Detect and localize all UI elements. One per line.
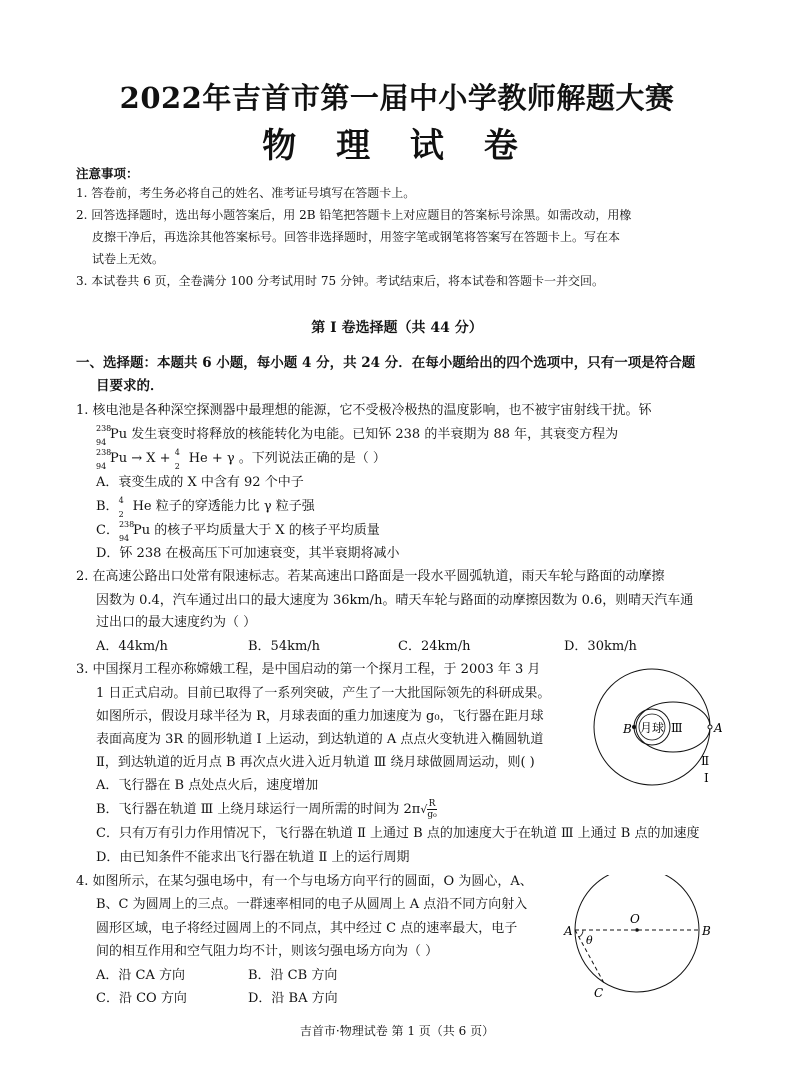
field-circle-diagram bbox=[560, 875, 720, 1000]
q3-stem-line4: 表面高度为 3R 的圆形轨道 Ⅰ 上运动，到达轨道的 A 点点火变轨进入椭圆轨道 bbox=[96, 732, 544, 747]
q1-option-d: D．钚 238 在极高压下可加速衰变，其半衰期将减小 bbox=[96, 546, 400, 561]
q3-option-c: C．只有万有引力作用情况下，飞行器在轨道 Ⅱ 上通过 B 点的加速度大于在轨道 Ⅲ 上通过 B 点的加速度 bbox=[96, 826, 700, 841]
label-a: A bbox=[714, 721, 723, 735]
center-point bbox=[635, 928, 639, 932]
q1-equation: 238 94 Pu → X + 4 2 He + γ 。下列说法正确的是（ ） bbox=[96, 448, 386, 471]
q1-option-c: C． 238 94 Pu 的核子平均质量大于 X 的核子平均质量 bbox=[96, 520, 380, 543]
q4-option-c: C．沿 CO 方向 bbox=[96, 991, 187, 1006]
q4-option-d: D．沿 BA 方向 bbox=[248, 991, 338, 1006]
label-c: C bbox=[594, 986, 604, 1000]
label-b: B bbox=[623, 722, 632, 736]
page-title: 2022年吉首市第一届中小学教师解题大赛 bbox=[119, 81, 675, 115]
q3-option-d: D．由已知条件不能求出飞行器在轨道 Ⅱ 上的运行周期 bbox=[96, 850, 410, 865]
orbit-diagram bbox=[588, 665, 738, 810]
q2-option-a: A．44km/h bbox=[96, 639, 168, 654]
q4-stem-line4: 间的相互作用和空气阻力均不计，则该匀强电场方向为（ ） bbox=[96, 944, 439, 959]
note-2-cont: 皮擦干净后，再选涂其他答案标号。回答非选择题时，用签字笔或钢笔将答案写在答题卡上。写在本 bbox=[92, 230, 621, 244]
page-footer: 吉首市·物理试卷 第 1 页（共 6 页） bbox=[299, 1024, 495, 1038]
q2-option-c: C．24km/h bbox=[398, 639, 471, 654]
q2-option-d: D．30km/h bbox=[564, 639, 637, 654]
q4-option-a: A．沿 CA 方向 bbox=[96, 968, 185, 983]
orbit-ii-label: Ⅱ bbox=[701, 754, 710, 768]
note-1: 1. 答卷前，考生务必将自己的姓名、准考证号填写在答题卡上。 bbox=[76, 186, 416, 200]
q3-option-b: B．飞行器在轨道 Ⅲ 上绕月球运行一周所需的时间为 2π√ $\frac{R}{\text{g₀}}$ bbox=[96, 799, 437, 820]
point-a bbox=[708, 725, 712, 729]
orbit-i-label: Ⅰ bbox=[704, 771, 709, 785]
pu-nuclide: 238 94 Pu bbox=[96, 424, 128, 447]
notes-heading: 注意事项： bbox=[76, 166, 139, 181]
point-b bbox=[632, 725, 636, 729]
q1-stem: 1. 核电池是各种深空探测器中最理想的能源，它不受极冷极热的温度影响，也不被宇宙射线干扰。钚 bbox=[76, 403, 652, 418]
orbit-iii-label: Ⅲ bbox=[671, 721, 683, 735]
label-theta: θ bbox=[586, 934, 593, 947]
q2-stem-line3: 过出口的最大速度约为（ ） bbox=[96, 615, 257, 630]
q3-stem-line5: Ⅱ，到达轨道的近月点 B 再次点火进入近月轨道 Ⅲ 绕月球做圆周运动，则( ) bbox=[96, 755, 535, 770]
q2-stem: 2. 在高速公路出口处常有限速标志。若某高速出口路面是一段水平圆弧轨道，雨天车轮与路面的动摩擦 bbox=[76, 569, 665, 584]
moon-label: 月球 bbox=[640, 721, 665, 735]
q3-stem-line2: 1 日正式启动。目前已取得了一系列突破，产生了一大批国际领先的科研成果。 bbox=[96, 686, 551, 701]
label-b: B bbox=[702, 924, 711, 938]
part-instructions-cont: 目要求的． bbox=[96, 378, 164, 394]
note-2-cont2: 试卷上无效。 bbox=[92, 252, 165, 266]
q4-stem: 4. 如图所示，在某匀强电场中，有一个与电场方向平行的圆面，O 为圆心，A、 bbox=[76, 874, 533, 889]
section-heading: 第 I 卷选择题（共 44 分） bbox=[311, 320, 483, 336]
q3-option-a: A．飞行器在 B 点处点火后，速度增加 bbox=[96, 778, 319, 793]
part-instructions: 一、选择题：本题共 6 小题，每小题 4 分，共 24 分．在每小题给出的四个选项中，只有一项是符合题 bbox=[76, 355, 696, 371]
q1-stem-line2: 238 94 Pu 发生衰变时将释放的核能转化为电能。已知钚 238 的半衰期为 88 年，其衰变方程为 bbox=[96, 424, 619, 447]
label-a: A bbox=[564, 924, 573, 938]
q1-option-b: B． 4 2 He 粒子的穿透能力比 γ 粒子强 bbox=[96, 496, 315, 519]
q1-option-a: A．衰变生成的 X 中含有 92 个中子 bbox=[96, 475, 304, 490]
q2-option-b: B．54km/h bbox=[248, 639, 321, 654]
page-subtitle: 物 理 试 卷 bbox=[262, 126, 532, 166]
q3-stem: 3. 中国探月工程亦称嫦娥工程，是中国启动的第一个探月工程，于 2003 年 3 月 bbox=[76, 662, 541, 677]
q4-stem-line2: B、C 为圆周上的三点。一群速率相同的电子从圆周上 A 点沿不同方向射入 bbox=[96, 897, 528, 912]
q3-stem-line3: 如图所示，假设月球半径为 R，月球表面的重力加速度为 g₀，飞行器在距月球 bbox=[96, 709, 544, 724]
angle-arc bbox=[579, 930, 583, 937]
note-2: 2. 回答选择题时，选出每小题答案后，用 2B 铅笔把答题卡上对应题目的答案标号涂黑。如需改动，用橡 bbox=[76, 208, 632, 222]
q4-stem-line3: 圆形区域，电子将经过圆周上的不同点，其中经过 C 点的速率最大，电子 bbox=[96, 921, 518, 936]
label-o: O bbox=[630, 912, 640, 926]
note-3: 3. 本试卷共 6 页，全卷满分 100 分考试用时 75 分钟。考试结束后，将本试卷和答题卡一并交回。 bbox=[76, 274, 604, 288]
q2-stem-line2: 因数为 0.4，汽车通过出口的最大速度为 36km/h。晴天车轮与路面的动摩擦因数为 0.6，则晴天汽车通 bbox=[96, 593, 694, 608]
field-circle bbox=[575, 875, 699, 992]
q4-option-b: B．沿 CB 方向 bbox=[248, 968, 338, 983]
